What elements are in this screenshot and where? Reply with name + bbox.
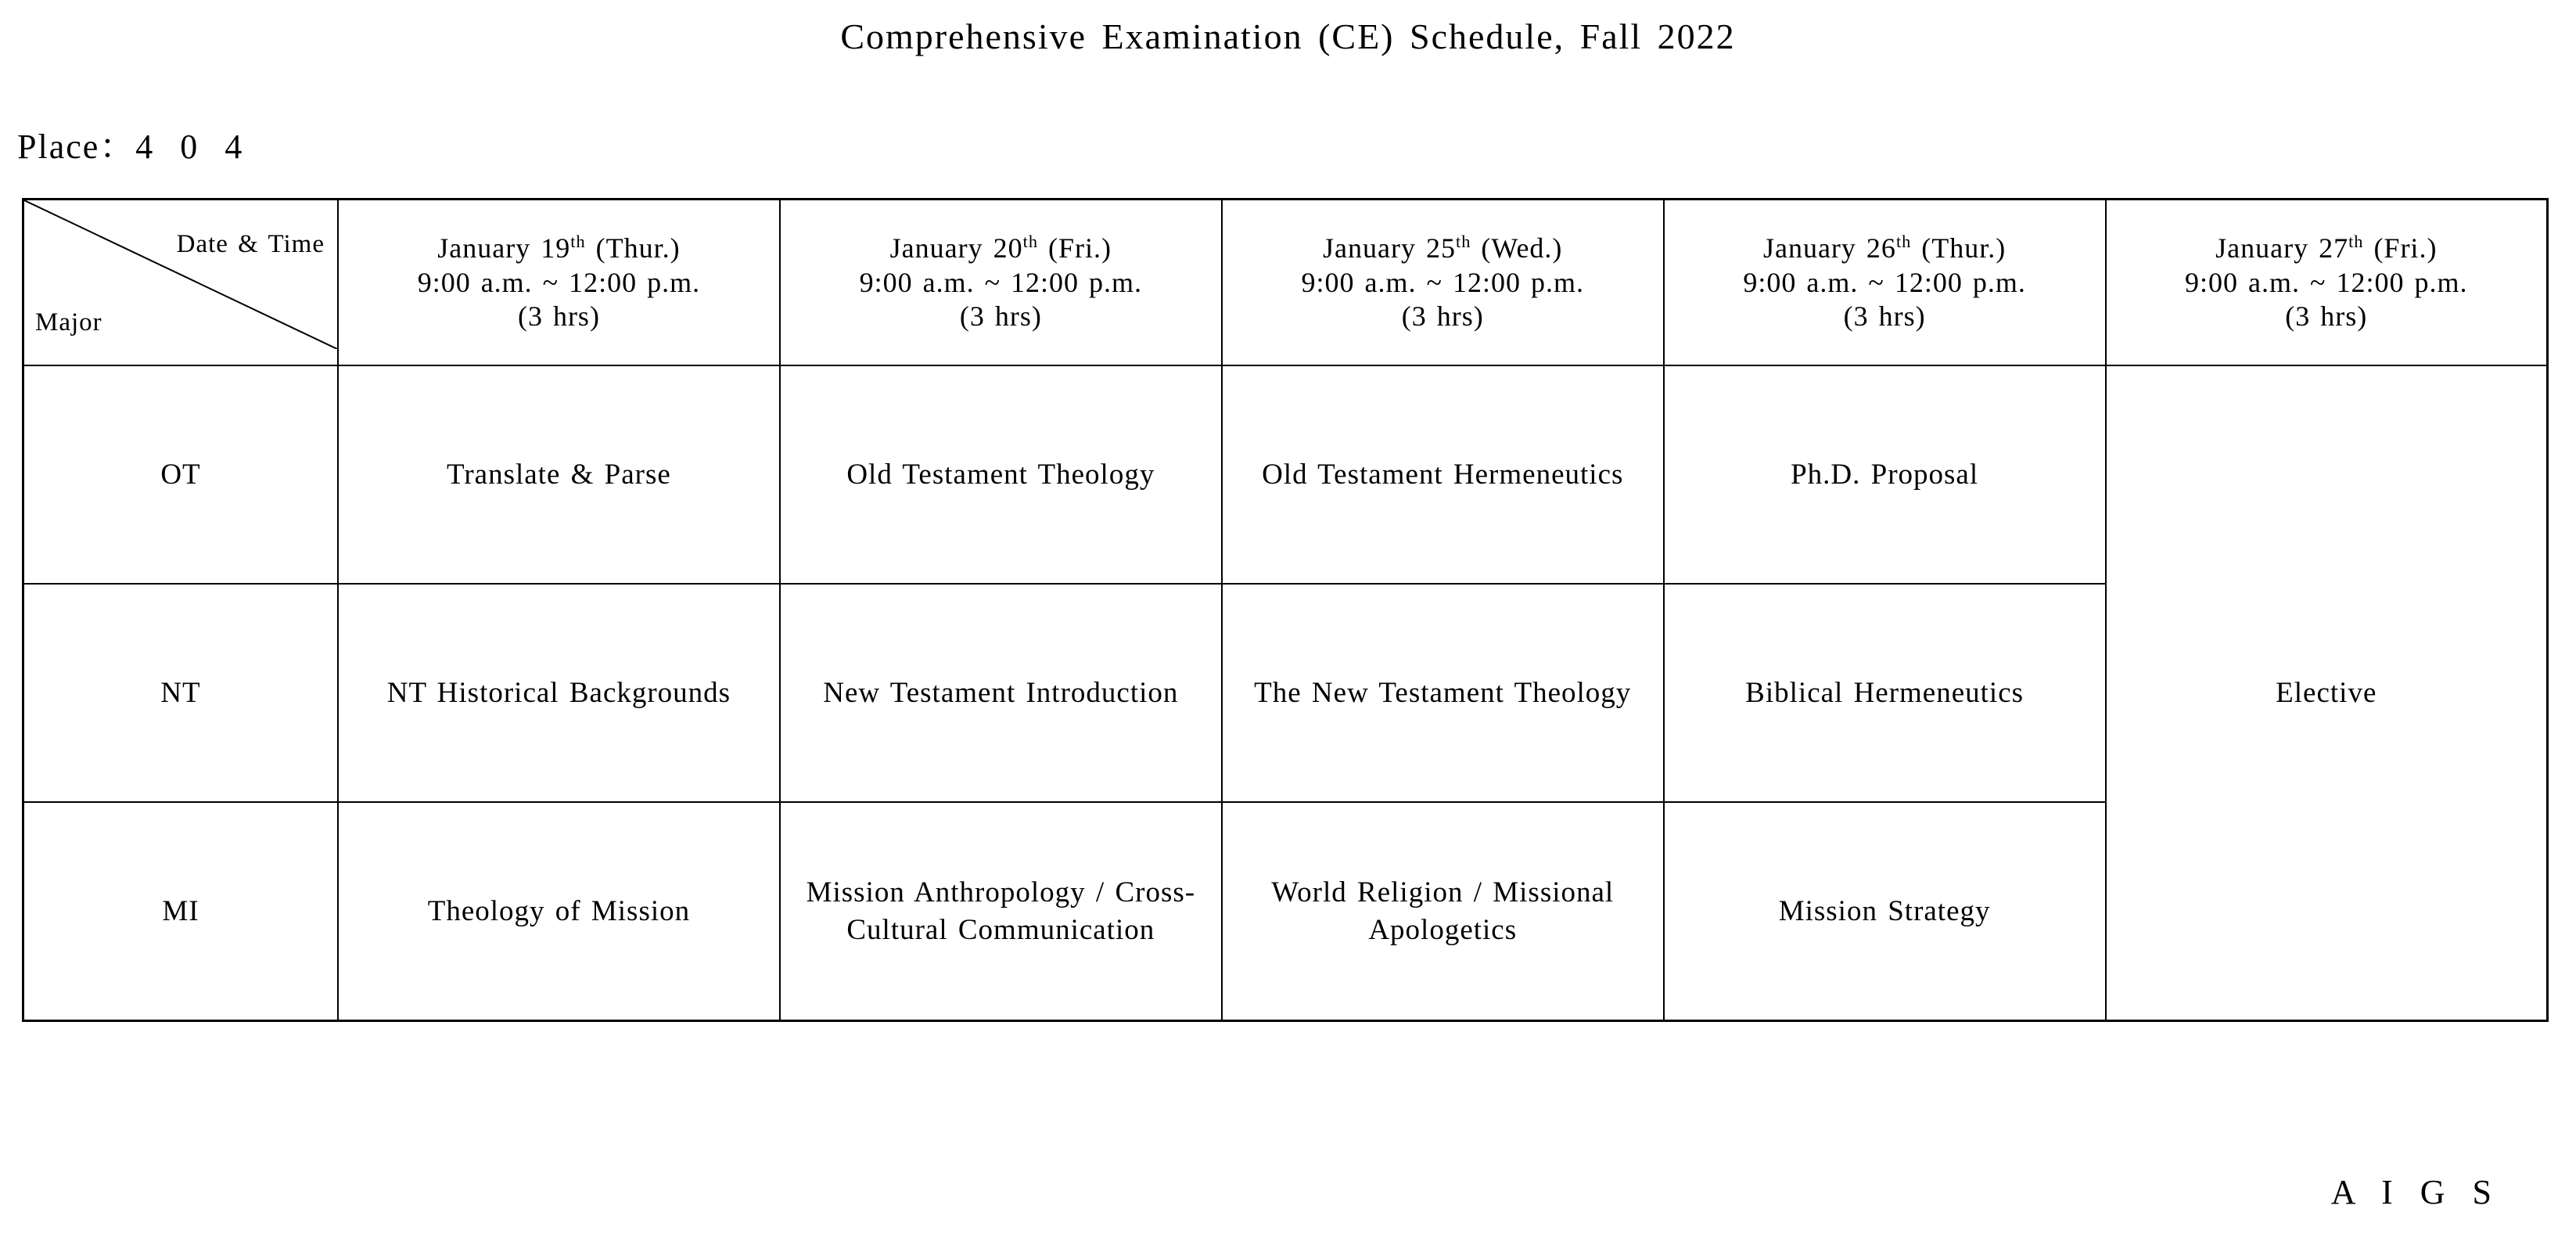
- exam-schedule-table: [22, 198, 2549, 1022]
- row-3-cell-4: Mission Strategy: [1664, 802, 2106, 1021]
- row-3-cell-3: World Religion / Missional Apologetics: [1222, 802, 1664, 1021]
- row-2-cell-3: The New Testament Theology: [1222, 584, 1664, 802]
- column-4-time: 9:00 a.m. ~ 12:00 p.m.: [1743, 266, 2026, 298]
- column-4-day: (Thur.): [1911, 232, 2007, 264]
- row-1-cell-4: Ph.D. Proposal: [1664, 365, 2106, 584]
- place-label: Place：: [17, 128, 136, 166]
- column-2-time: 9:00 a.m. ~ 12:00 p.m.: [859, 266, 1143, 298]
- column-1-duration: (3 hrs): [517, 300, 600, 333]
- column-3-date-suffix: th: [1456, 231, 1471, 251]
- row-1-cell-3: Old Testament Hermeneutics: [1222, 365, 1664, 584]
- column-header-3: [1222, 200, 1664, 366]
- column-1-date-suffix: th: [570, 231, 586, 251]
- column-header-1: [338, 200, 780, 366]
- column-1-date-line: [343, 231, 774, 266]
- column-4-date-suffix: th: [1895, 231, 1912, 251]
- row-3-cell-2: Mission Anthropology / Cross-Cultural Communication: [780, 802, 1222, 1021]
- column-3-date: January 25: [1323, 232, 1456, 264]
- column-4-date: January 26: [1762, 232, 1896, 264]
- column-1-time: 9:00 a.m. ~ 12:00 p.m.: [417, 266, 701, 298]
- row-1-cell-2: Old Testament Theology: [780, 365, 1222, 584]
- column-5-date-suffix: th: [2348, 231, 2364, 251]
- column-1-day: (Thur.): [585, 232, 681, 264]
- row-2-cell-1: NT Historical Backgrounds: [338, 584, 780, 802]
- row-1-major: OT: [23, 365, 339, 584]
- place-line: [17, 118, 2576, 168]
- column-3-day: (Wed.): [1471, 232, 1563, 264]
- column-header-4: [1664, 200, 2106, 366]
- table-header-row: [23, 200, 2548, 366]
- column-3-date-line: [1227, 231, 1658, 266]
- corner-major-label: Major: [35, 308, 102, 336]
- corner-header-cell: [23, 200, 339, 366]
- column-2-date-suffix: th: [1022, 231, 1038, 251]
- page-title: Comprehensive Examination (CE) Schedule, Fall 2022: [840, 16, 1736, 56]
- column-5-date-line: [2111, 231, 2542, 266]
- table-row: [23, 365, 2548, 584]
- column-3-duration: (3 hrs): [1401, 300, 1484, 333]
- column-header-5: [2106, 200, 2548, 366]
- corner-date-time-label: Date & Time: [176, 230, 325, 258]
- column-2-day: (Fri.): [1038, 232, 1112, 264]
- column-4-duration: (3 hrs): [1843, 300, 1926, 333]
- column-3-time: 9:00 a.m. ~ 12:00 p.m.: [1301, 266, 1584, 298]
- column-2-duration: (3 hrs): [959, 300, 1042, 333]
- footer-organization-mark: A I G S: [2330, 1173, 2501, 1211]
- column-2-date: January 20: [889, 232, 1023, 264]
- row-2-major: NT: [23, 584, 339, 802]
- column-2-date-line: [785, 231, 1216, 266]
- row-2-cell-2: New Testament Introduction: [780, 584, 1222, 802]
- row-3-cell-1: Theology of Mission: [338, 802, 780, 1021]
- elective-cell: Elective: [2106, 365, 2548, 1021]
- column-1-date: January 19: [437, 232, 571, 264]
- column-5-duration: (3 hrs): [2285, 300, 2368, 333]
- column-header-2: [780, 200, 1222, 366]
- row-1-cell-1: Translate & Parse: [338, 365, 780, 584]
- column-5-date: January 27: [2215, 232, 2349, 264]
- column-4-date-line: [1669, 231, 2100, 266]
- place-value: 4 0 4: [135, 128, 250, 166]
- row-2-cell-4: Biblical Hermeneutics: [1664, 584, 2106, 802]
- column-5-day: (Fri.): [2363, 232, 2438, 264]
- row-3-major: MI: [23, 802, 339, 1021]
- column-5-time: 9:00 a.m. ~ 12:00 p.m.: [2185, 266, 2468, 298]
